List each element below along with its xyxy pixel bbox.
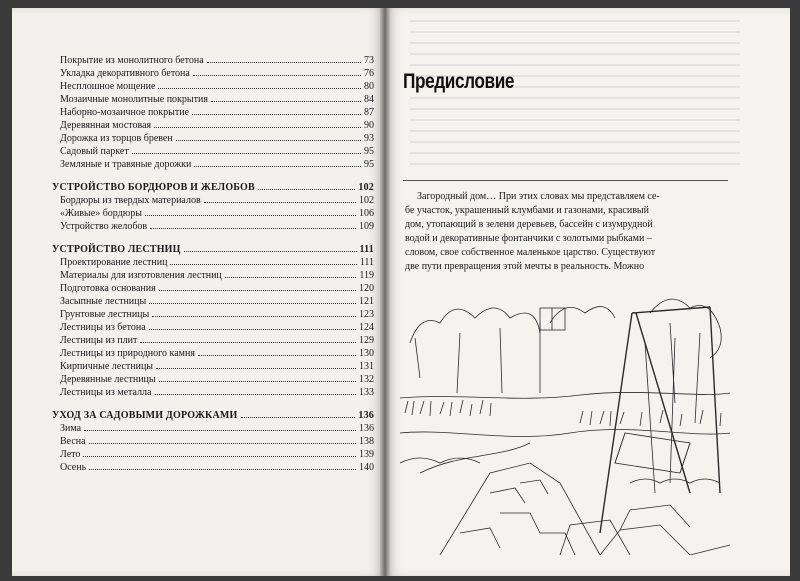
toc-page-number: 119 — [359, 270, 374, 281]
preface-line: две пути превращения этой мечты в реальность. Можно — [405, 261, 645, 272]
toc-entry — [52, 255, 374, 268]
preface-line: дом, утопающий в зелени деревьев, бассейн с изумрудной — [405, 219, 653, 230]
toc-entry — [52, 206, 374, 219]
toc-entry — [52, 219, 374, 232]
toc-entry-title: Мозаичные монолитные покрытия — [60, 94, 208, 105]
toc-entry-title: Проектирование лестниц — [60, 257, 168, 268]
toc-page-number: 120 — [359, 283, 374, 294]
toc-page-number: 138 — [359, 436, 374, 447]
dot-leader — [258, 189, 355, 190]
toc-entry-title: Несплошное мощение — [60, 81, 156, 92]
toc-entry-title: Лестницы из бетона — [60, 322, 146, 333]
toc-page-number: 133 — [359, 387, 374, 398]
dot-leader — [89, 443, 356, 444]
toc-page-number: 84 — [364, 94, 374, 105]
toc-page-number: 121 — [359, 296, 374, 307]
toc-entry-title: Устройство желобов — [60, 221, 148, 232]
dot-leader — [194, 166, 361, 167]
toc-section-heading — [52, 180, 374, 193]
dot-leader — [204, 202, 356, 203]
toc-page-number: 95 — [364, 159, 374, 170]
toc-page-number: 80 — [364, 81, 374, 92]
dot-leader — [170, 264, 356, 265]
toc-page-number: 140 — [359, 462, 374, 473]
book-gutter — [380, 8, 390, 576]
dot-leader — [225, 277, 357, 278]
section-gap — [52, 398, 374, 408]
toc-page-number: 90 — [364, 120, 374, 131]
toc-entry-title: Осень — [60, 462, 87, 473]
toc-page-number: 111 — [359, 257, 374, 268]
toc-entry-title: Дорожка из торцов бревен — [60, 133, 173, 144]
dot-leader — [156, 368, 356, 369]
dot-leader — [149, 303, 356, 304]
toc-entry-title: Покрытие из монолитного бетона — [60, 55, 204, 66]
section-gap — [52, 232, 374, 242]
toc-entry — [52, 53, 374, 66]
toc-entry-title: Весна — [60, 436, 86, 447]
toc-entry — [52, 157, 374, 170]
toc-entry-title: Деревянные лестницы — [60, 374, 156, 385]
dot-leader — [211, 101, 361, 102]
toc-entry — [52, 359, 374, 372]
toc-entry — [52, 118, 374, 131]
toc-page-number: 136 — [359, 423, 374, 434]
dot-leader — [84, 430, 356, 431]
dot-leader — [145, 215, 356, 216]
dot-leader — [154, 127, 361, 128]
toc-entry — [52, 460, 374, 473]
toc-entry-title: УХОД ЗА САДОВЫМИ ДОРОЖКАМИ — [52, 410, 238, 421]
toc-page-number: 132 — [359, 374, 374, 385]
toc-entry-title: «Живые» бордюры — [60, 208, 142, 219]
toc-entry-title: Бордюры из твердых материалов — [60, 195, 201, 206]
toc-entry — [52, 144, 374, 157]
toc-entry — [52, 92, 374, 105]
toc-page-number: 123 — [359, 309, 374, 320]
toc-entry — [52, 105, 374, 118]
toc-entry-title: Лестницы из плит — [60, 335, 138, 346]
toc-page-number: 102 — [359, 195, 374, 206]
toc-entry-title: Зима — [60, 423, 82, 434]
toc-entry — [52, 307, 374, 320]
dot-leader — [140, 342, 356, 343]
toc-page-number: 111 — [359, 244, 374, 255]
toc-page-number: 87 — [364, 107, 374, 118]
toc-page-number: 73 — [364, 55, 374, 66]
dot-leader — [132, 153, 361, 154]
preface-line: Загородный дом… При этих словах мы представляем се- — [417, 191, 660, 202]
garden-swing-illustration — [400, 283, 730, 555]
toc-entry-title: Грунтовые лестницы — [60, 309, 150, 320]
toc-page-number: 106 — [359, 208, 374, 219]
toc-page-number: 109 — [359, 221, 374, 232]
dot-leader — [159, 381, 356, 382]
toc-entry-title: Кирпичные лестницы — [60, 361, 154, 372]
toc-entry — [52, 346, 374, 359]
toc-entry — [52, 193, 374, 206]
preface-text — [405, 190, 727, 274]
toc-entry-title: Наборно-мозаичное покрытие — [60, 107, 190, 118]
toc-entry-title: Материалы для изготовления лестниц — [60, 270, 222, 281]
toc-entry — [52, 333, 374, 346]
toc-entry-title: Подготовка основания — [60, 283, 156, 294]
dot-leader — [192, 114, 361, 115]
dot-leader — [176, 140, 361, 141]
toc-page-number: 130 — [359, 348, 374, 359]
dot-leader — [89, 469, 356, 470]
toc-entry-title: УСТРОЙСТВО ЛЕСТНИЦ — [52, 244, 181, 255]
preface-line: бе участок, украшенный клумбами и газонами, красивый — [405, 205, 649, 216]
toc-page-number: 136 — [358, 410, 374, 421]
toc-entry-title: Земляные и травяные дорожки — [60, 159, 192, 170]
table-of-contents — [52, 53, 374, 473]
dot-leader — [241, 417, 356, 418]
toc-entry — [52, 66, 374, 79]
toc-page-number: 139 — [359, 449, 374, 460]
toc-entry-title: Лето — [60, 449, 81, 460]
toc-entry — [52, 421, 374, 434]
toc-entry — [52, 372, 374, 385]
toc-entry-title: Лестницы из металла — [60, 387, 152, 398]
toc-entry — [52, 79, 374, 92]
toc-entry — [52, 294, 374, 307]
toc-page-number: 76 — [364, 68, 374, 79]
toc-entry — [52, 447, 374, 460]
toc-page-number: 102 — [358, 182, 374, 193]
toc-section-heading — [52, 408, 374, 421]
toc-entry — [52, 268, 374, 281]
toc-page-number: 131 — [359, 361, 374, 372]
dot-leader — [149, 329, 356, 330]
dot-leader — [193, 75, 361, 76]
toc-page-number: 124 — [359, 322, 374, 333]
dot-leader — [83, 456, 356, 457]
toc-entry-title: УСТРОЙСТВО БОРДЮРОВ И ЖЕЛОБОВ — [52, 182, 255, 193]
toc-section-heading — [52, 242, 374, 255]
toc-entry — [52, 281, 374, 294]
dot-leader — [159, 290, 356, 291]
dot-leader — [158, 88, 361, 89]
toc-page-number: 93 — [364, 133, 374, 144]
toc-entry — [52, 320, 374, 333]
preface-line: водой и декоративные фонтанчики с золотыми рыбками – — [405, 233, 652, 244]
page-title: Предисловие — [403, 70, 515, 93]
toc-page-number: 129 — [359, 335, 374, 346]
toc-entry-title: Укладка декоративного бетона — [60, 68, 190, 79]
title-rule — [403, 180, 728, 181]
bleed-through-text — [410, 20, 740, 170]
dot-leader — [207, 62, 361, 63]
dot-leader — [155, 394, 357, 395]
toc-entry-title: Садовый паркет — [60, 146, 129, 157]
toc-entry-title: Засыпные лестницы — [60, 296, 147, 307]
preface-line: словом, свое собственное маленькое царство. Существуют — [405, 247, 656, 258]
toc-page-number: 95 — [364, 146, 374, 157]
dot-leader — [184, 251, 357, 252]
toc-entry — [52, 434, 374, 447]
toc-entry-title: Лестницы из природного камня — [60, 348, 195, 359]
toc-entry — [52, 131, 374, 144]
dot-leader — [150, 228, 356, 229]
toc-entry-title: Деревянная мостовая — [60, 120, 152, 131]
section-gap — [52, 170, 374, 180]
toc-entry — [52, 385, 374, 398]
dot-leader — [152, 316, 356, 317]
dot-leader — [198, 355, 356, 356]
